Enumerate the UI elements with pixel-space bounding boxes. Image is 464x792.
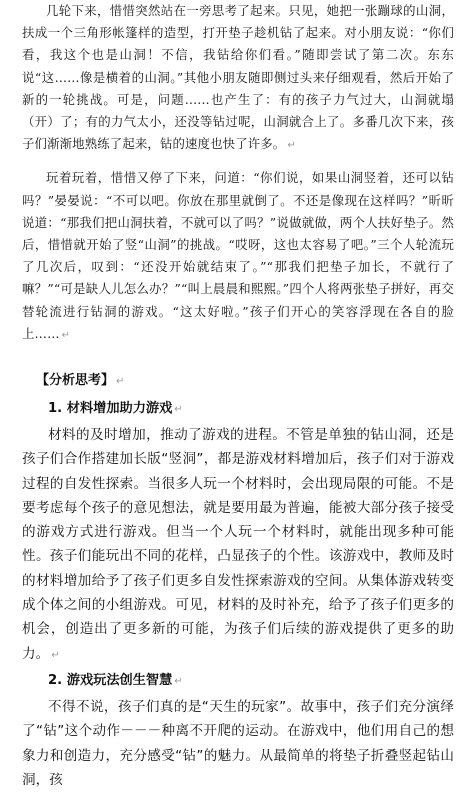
story-section [22,0,454,347]
analysis-paragraph-2 [22,695,454,792]
paragraph-mark-icon: ↵ [287,140,296,152]
paragraph-mark-icon: ↵ [51,649,60,661]
paragraph-mark-icon: ↵ [116,376,125,387]
analysis-subheading-2 [22,670,454,693]
paragraph-mark-icon: ↵ [174,404,183,415]
paragraph-mark-icon: ↵ [174,675,183,687]
analysis-subheading-2-text: 2. 游戏玩法创生智慧 [48,672,173,688]
analysis-paragraph-1-text: 材料的及时增加，推动了游戏的进程。不管是单独的钻山洞，还是孩子们合作搭建加长版“竖洞”，都是游戏材料增加后，孩子们对于游戏过程的自发性探索。当很多人玩一个材料时，会出现局限的可能。不是要考虑每个孩子的意见想法，就是要用最为普遍，能被大部分孩子接受的游戏方式进行游戏。但当一个人玩一个材料时，就能出现多种可能性。孩子们能玩出不同的花样，凸显孩子的个性。该游戏中，教师及时的材料增加给予了孩子们更多自发性探索游戏的空间。从集体游戏转变成个体之间的小组游戏。可见，材料的及时补充，给予了孩子们更多的机会，创造出了更多新的可能，为孩子们后续的游戏提供了更多的助力。 [22,427,454,662]
analysis-section [22,398,454,792]
analysis-subheading-1-text: 1. 材料增加助力游戏 [48,401,173,416]
story-paragraph-2-text: 玩着玩着，惜惜又停了下来，问道：“你们说，如果山洞竖着，还可以钻吗？”晏晏说：“不可以吧。你放在那里就倒了。不还是像现在这样吗？”昕昕说道：“那我们把山洞扶着，不就可以了吗？”说做就做，两个人扶好垫子。然后，惜惜就开始了竖“山洞”的挑战。“哎呀，这也太容易了吧。”三个人轮流玩了几次后，叹到：“还没开始就结束了。”“那我们把垫子加长，不就行了嘛？”“可是缺人儿怎么办？”“叫上晨晨和熙熙。”四个人将两张垫子拼好，再交替轮流进行钻洞的游戏。“这太好啦。”孩子们开心的笑容浮现在各自的脸上…… [22,170,454,341]
analysis-paragraph-1 [22,423,454,668]
analysis-heading [36,372,124,391]
story-paragraph-1 [22,0,454,157]
story-paragraph-2 [22,167,454,347]
analysis-paragraph-2-text: 不得不说，孩子们真的是“天生的玩家”。故事中，孩子们充分演绎了“钻”这个动作－－－种离不开爬的运动。在游戏中，他们用自己的想象力和创造力，充分感受“钻”的魅力。从最简单的将垫子折叠竖起钻山洞，孩 [22,698,454,788]
paragraph-mark-icon: ↵ [61,329,71,341]
analysis-heading-text: 【分析思考】 [36,373,115,388]
story-paragraph-1-text: 几轮下来，惜惜突然站在一旁思考了起来。只见，她把一张蹦球的山洞，扶成一个三角形帐篷样的造型，打开垫子趁机钻了起来。对小朋友说：“你们看，我这个也是山洞！不信，我钻给你们看。”随即尝试了第二次。东东说“这……像是横着的山洞。”其他小朋友随即侧过头来仔细观看，然后开始了新的一轮挑战。可是，问题……也产生了：有的孩子力气过大，山洞就塌（开）了；有的力气太小，还没等钻过呢，山洞就合上了。多番几次下来，孩子们渐渐地熟练了起来，钻的速度也快了许多。 [22,3,454,152]
analysis-subheading-1 [22,398,454,421]
